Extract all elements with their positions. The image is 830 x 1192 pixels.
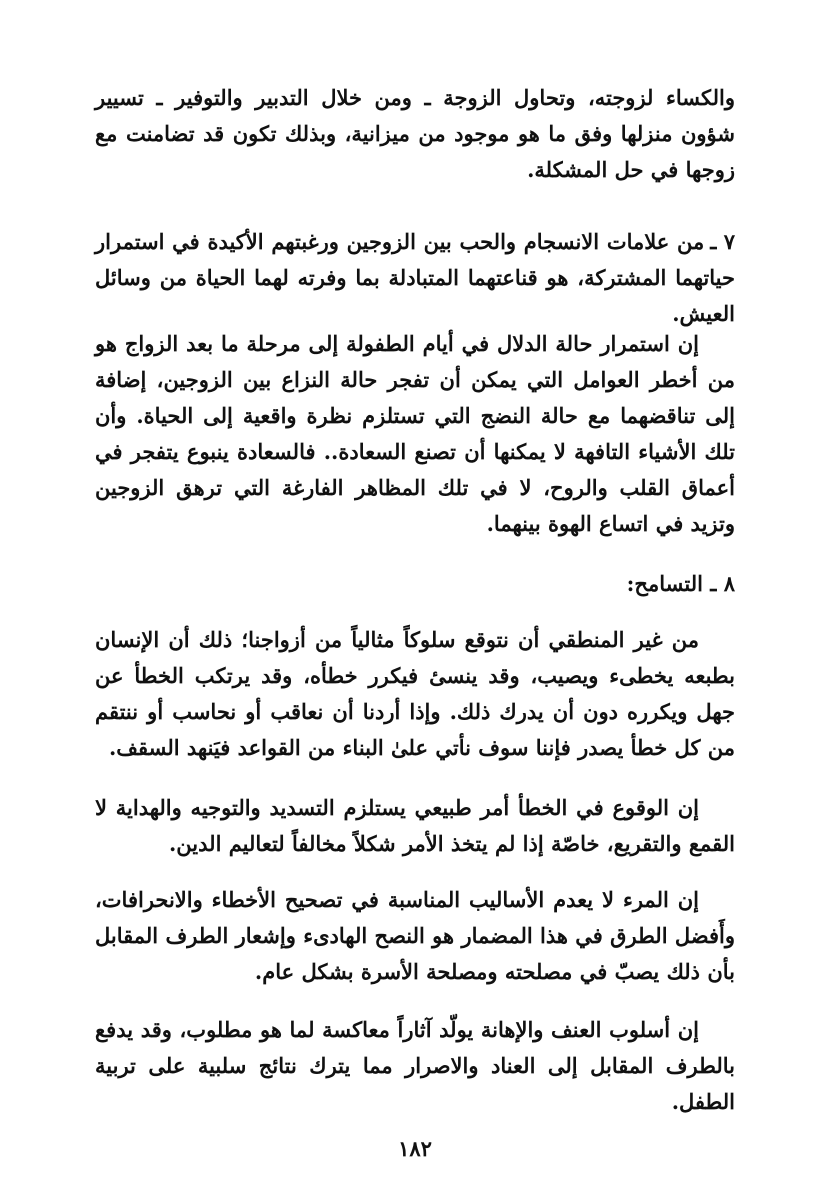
list-item-7-number: ٧ ـ	[710, 229, 735, 254]
list-item-7	[95, 224, 735, 332]
paragraph-spoiling: إن استمرار حالة الدلال في أيام الطفولة إلى مرحلة ما بعد الزواج هو من أخطر العوامل التي يمكن أن تفجر حالة النزاع بين الزوجين، إضافة إلى تناقضهما مع حالة النضج التي تستلزم نظرة واقعية إلى الحياة. وأن تلك الأشياء التافهة لا يمكنها أن تصنع السعادة.. فالسعادة ينبوع يتفجر في أعماق القلب والروح، لا في تلك المظاهر الفارغة التي ترهق الزوجين وتزيد في اتساع الهوة بينهما.	[95, 331, 735, 536]
paragraph-mistakes: إن الوقوع في الخطأ أمر طبيعي يستلزم التسديد والتوجيه والهداية لا القمع والتقريع، خاصّة إذا لم يتخذ الأمر شكلاً مخالفاً لتعاليم الدين.	[95, 795, 735, 856]
page-number: ١٨٢	[398, 1136, 432, 1161]
paragraph-methods: إن المرء لا يعدم الأساليب المناسبة في تصحيح الأخطاء والانحرافات، وأَفضل الطرق في هذا المضمار هو النصح الهادىء وإشعار الطرف المقابل بأن ذلك يصبّ في مصلحته ومصلحة الأسرة بشكل عام.	[95, 887, 735, 984]
list-item-7-text: من علامات الانسجام والحب بين الزوجين ورغبتهم الأكيدة في استمرار حياتهما المشتركة، هو قناعتهما المتبادلة بما وفرته لهما الحياة من وسائل العيش.	[95, 229, 735, 326]
paragraph-continuation: والكساء لزوجته، وتحاول الزوجة ـ ومن خلال التدبير والتوفير ـ تسيير شؤون منزلها وفق ما هو موجود من ميزانية، وبذلك تكون قد تضامنت مع زوجها في حل المشكلة.	[95, 85, 735, 182]
paragraph-violence: إن أسلوب العنف والإهانة يولّد آثاراً معاكسة لما هو مطلوب، وقد يدفع بالطرف المقابل إلى العناد والاصرار مما يترك نتائج سلبية على تربية الطفل.	[95, 1017, 735, 1114]
paragraph-perfection: من غير المنطقي أن نتوقع سلوكاً مثالياً من أزواجنا؛ ذلك أن الإنسان بطبعه يخطىء ويصيب، وقد ينسىٔ فيكرر خطأه، وقد يرتكب الخطأ عن جهل ويكرره دون أن يدرك ذلك. وإذا أردنا أن نعاقب أو نحاسب أو ننتقم من كل خطأ يصدر فإننا سوف نأتي علىٰ البناء من القواعد فيَنهد السقف.	[95, 627, 735, 760]
section-heading-tolerance: ٨ ـ التسامح:	[626, 571, 735, 596]
